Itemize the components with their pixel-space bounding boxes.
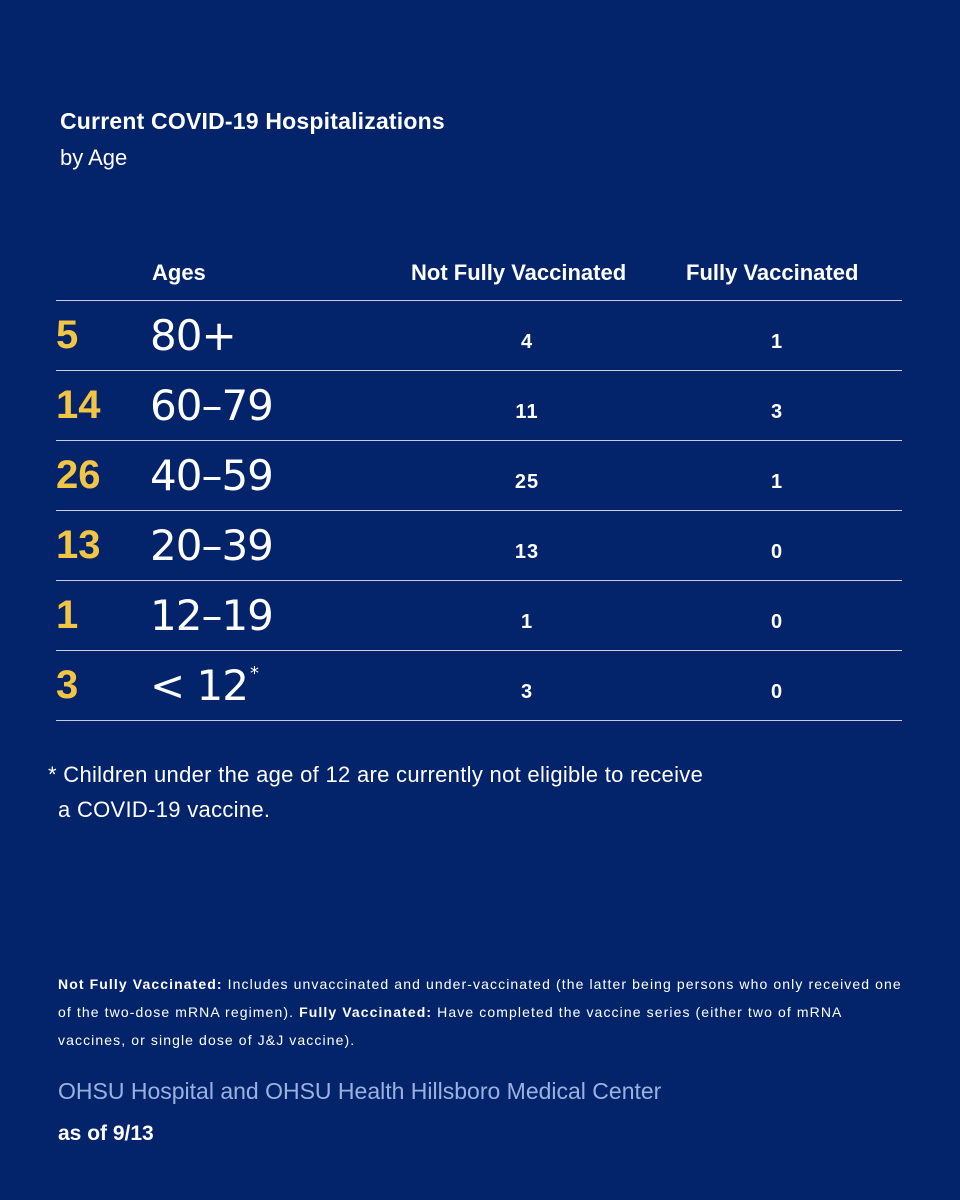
page-subtitle: by Age (60, 145, 128, 170)
row-fully-vaccinated: 1 (770, 331, 784, 353)
definition-text-fully-vaccinated: Have completed the vaccine series (either two of mRNA vaccines, or single dose of J&J vaccine). (58, 1004, 842, 1048)
table-row (56, 651, 902, 721)
row-fully-vaccinated: 3 (770, 401, 784, 423)
row-fully-vaccinated: 0 (770, 681, 784, 703)
table-header (56, 255, 902, 301)
footnote-line-1: * Children under the age of 12 are currently not eligible to receive (48, 762, 704, 787)
row-not-fully-vaccinated: 25 (514, 471, 540, 493)
row-total: 13 (56, 523, 101, 567)
header-fully-vaccinated: Fully Vaccinated (686, 260, 859, 285)
definitions (58, 970, 908, 1054)
page-title: Current COVID-19 Hospitalizations (60, 108, 445, 134)
row-age-group (150, 591, 275, 640)
age-footnote-mark: * (250, 663, 258, 684)
age-label: 12–19 (150, 591, 273, 640)
row-age-group (150, 311, 238, 360)
row-age-group (150, 521, 275, 570)
row-fully-vaccinated: 1 (770, 471, 784, 493)
row-not-fully-vaccinated: 3 (520, 681, 534, 703)
row-age-group (150, 451, 275, 500)
age-label: 20–39 (150, 521, 273, 570)
age-label: 60–79 (150, 381, 273, 430)
row-not-fully-vaccinated: 11 (515, 401, 539, 423)
definition-text-not-fully-vaccinated: Includes unvaccinated and under-vaccinated (the latter being persons who only received one of the two-dose mRNA regimen). (58, 976, 902, 1020)
age-label: 80+ (150, 311, 236, 360)
definition-term-fully-vaccinated: Fully Vaccinated: (299, 1004, 433, 1020)
table-row (56, 581, 902, 651)
table-row (56, 441, 902, 511)
row-age-group (150, 661, 258, 710)
header-not-fully-vaccinated: Not Fully Vaccinated (411, 260, 627, 285)
row-not-fully-vaccinated: 13 (514, 541, 540, 563)
row-total: 14 (56, 383, 101, 427)
age-label: 40–59 (150, 451, 273, 500)
row-not-fully-vaccinated: 1 (520, 611, 534, 633)
row-fully-vaccinated: 0 (770, 611, 784, 633)
row-total: 5 (56, 313, 79, 357)
table-row (56, 511, 902, 581)
table-row (56, 371, 902, 441)
row-not-fully-vaccinated: 4 (520, 331, 534, 353)
row-total: 26 (56, 453, 101, 497)
row-fully-vaccinated: 0 (770, 541, 784, 563)
as-of-date: as of 9/13 (58, 1122, 154, 1145)
row-age-group (150, 381, 275, 430)
table-row (56, 301, 902, 371)
age-footnote (48, 757, 808, 827)
age-label: < 12 (150, 661, 248, 710)
footnote-line-2: a COVID-19 vaccine. (58, 797, 271, 822)
row-total: 3 (56, 663, 79, 707)
row-total: 1 (56, 593, 79, 637)
definition-term-not-fully-vaccinated: Not Fully Vaccinated: (58, 976, 223, 992)
hospitalizations-table (56, 255, 902, 721)
header-ages: Ages (152, 260, 206, 285)
data-source: OHSU Hospital and OHSU Health Hillsboro Medical Center (58, 1078, 662, 1104)
